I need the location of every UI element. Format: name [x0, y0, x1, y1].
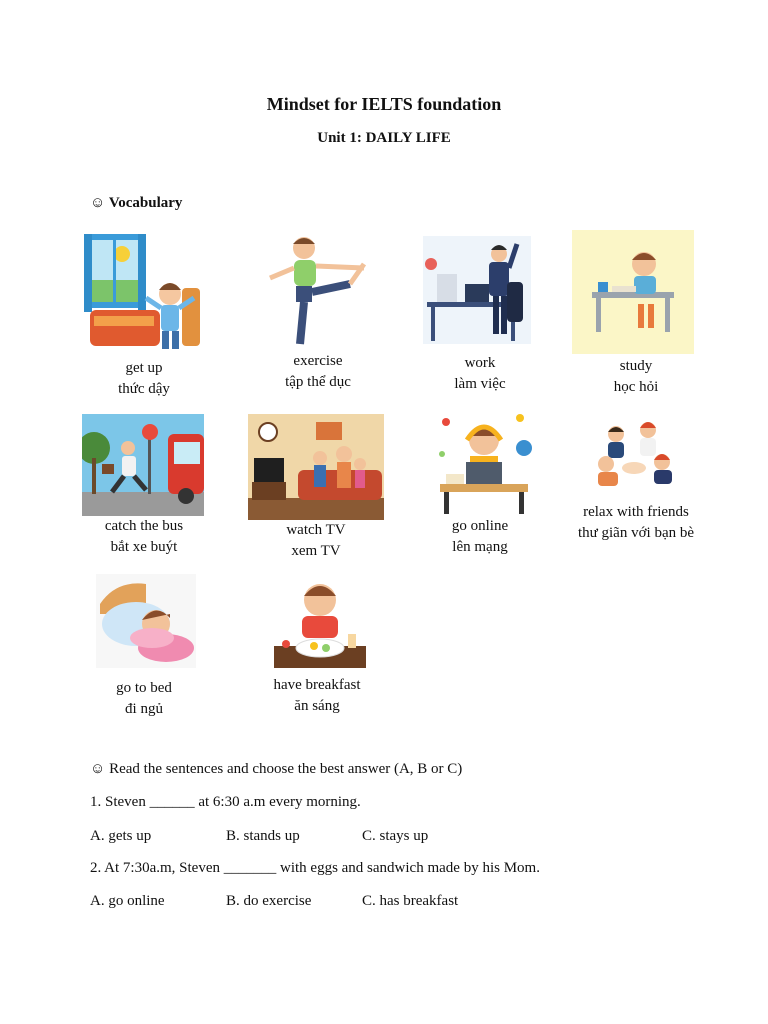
- vocab-en: catch the bus: [104, 518, 184, 534]
- vocab-caption-5: [84, 516, 204, 558]
- go-online-illustration: [436, 408, 532, 516]
- q2-option-a: A. go online: [90, 893, 165, 909]
- vocab-vi: đi ngủ: [125, 701, 163, 717]
- vocab-caption-7: [420, 516, 540, 558]
- vocab-en: have breakfast: [273, 677, 361, 693]
- vocabulary-heading-text: Vocabulary: [108, 195, 183, 211]
- study-illustration: [572, 230, 694, 354]
- vocab-caption-3: [420, 353, 540, 395]
- vocab-caption-8: [566, 502, 706, 544]
- vocab-en: relax with friends: [583, 504, 689, 520]
- vocab-vi: làm việc: [454, 376, 506, 392]
- instruction-text: Read the sentences and choose the best answer (A, B or C): [109, 761, 463, 777]
- work-illustration: [417, 232, 533, 352]
- relax-with-friends-illustration: [578, 412, 686, 502]
- vocab-vi: bắt xe buýt: [110, 539, 178, 555]
- q1-option-b: B. stands up: [226, 828, 300, 844]
- vocab-en: go online: [451, 518, 509, 534]
- vocab-en: study: [619, 358, 653, 374]
- vocab-caption-1: [92, 358, 196, 400]
- vocab-vi: thư giãn với bạn bè: [577, 525, 695, 541]
- q2-option-b: B. do exercise: [226, 893, 312, 909]
- vocab-vi: ăn sáng: [294, 698, 340, 714]
- vocab-vi: thức dậy: [118, 381, 170, 397]
- get-up-illustration: [82, 232, 202, 352]
- unit-title: Unit 1: DAILY LIFE: [317, 130, 451, 146]
- vocab-caption-10: [252, 675, 382, 717]
- smiley-icon: ☺: [90, 195, 106, 211]
- vocab-en: exercise: [293, 353, 343, 369]
- vocab-en: get up: [125, 360, 163, 376]
- q1-option-a: A. gets up: [90, 828, 152, 844]
- page-title: Mindset for IELTS foundation: [266, 94, 502, 114]
- exercise-illustration: [266, 232, 370, 350]
- vocab-vi: xem TV: [291, 543, 341, 559]
- vocab-caption-9: [84, 678, 204, 720]
- vocab-vi: tập thể dục: [285, 374, 351, 390]
- q2-option-c: C. has breakfast: [362, 893, 459, 909]
- catch-the-bus-illustration: [82, 414, 204, 516]
- have-breakfast-illustration: [272, 576, 368, 670]
- exercise-instruction: [90, 761, 462, 778]
- vocab-caption-4: [576, 356, 696, 398]
- vocab-vi: học hỏi: [613, 379, 659, 395]
- vocab-en: work: [464, 355, 496, 371]
- vocab-en: go to bed: [116, 680, 172, 696]
- vocab-caption-2: [258, 351, 378, 393]
- vocab-vi: lên mạng: [452, 539, 508, 555]
- vocab-caption-6: [256, 520, 376, 562]
- go-to-bed-illustration: [96, 574, 196, 668]
- smiley-icon: ☺: [90, 761, 106, 777]
- vocabulary-heading: [90, 195, 182, 212]
- question-1: 1. Steven ______ at 6:30 a.m every morning.: [90, 794, 361, 810]
- question-2: 2. At 7:30a.m, Steven _______ with eggs and sandwich made by his Mom.: [90, 860, 540, 876]
- q1-option-c: C. stays up: [362, 828, 429, 844]
- vocab-en: watch TV: [286, 522, 346, 538]
- watch-tv-illustration: [248, 414, 384, 520]
